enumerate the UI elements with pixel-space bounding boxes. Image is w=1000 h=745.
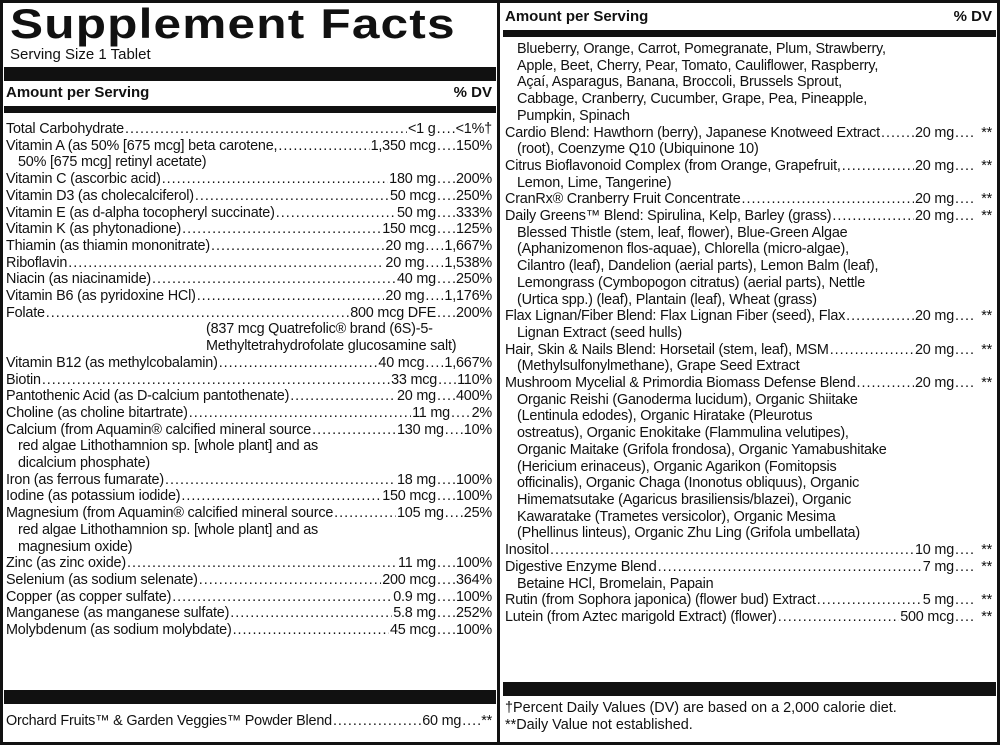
dot-leader bbox=[333, 713, 421, 730]
nutrient-row bbox=[6, 405, 492, 422]
nutrient-amount: 10 mg bbox=[915, 542, 954, 559]
nutrient-amount: <1 g bbox=[407, 121, 436, 137]
continuation-line: ostreatus), Organic Enokitake (Flammulina velutipes), bbox=[517, 425, 849, 442]
nutrient-row bbox=[6, 372, 492, 389]
nutrient-amount: 60 mg bbox=[422, 713, 462, 729]
nutrient-row bbox=[6, 288, 492, 305]
dot-leader bbox=[438, 372, 456, 389]
dot-leader bbox=[437, 388, 455, 405]
dot-leader bbox=[195, 188, 389, 205]
nutrient-row bbox=[505, 375, 992, 392]
nutrient-name: Copper (as copper sulfate) bbox=[6, 588, 172, 605]
continuation-line: Blessed Thistle (stem, leaf, flower), Blue-Green Algae bbox=[517, 224, 848, 241]
nutrient-amount: 20 mg bbox=[915, 124, 954, 141]
dot-leader bbox=[425, 238, 443, 255]
nutrient-name: Vitamin K (as phytonadione) bbox=[6, 221, 182, 238]
nutrient-name: Selenium (as sodium selenate) bbox=[6, 571, 198, 588]
nutrient-amount: 20 mg bbox=[385, 237, 425, 254]
footnote: †Percent Daily Values (DV) are based on a 2,000 calorie diet. bbox=[505, 700, 897, 716]
nutrient-row bbox=[6, 555, 492, 572]
dot-leader bbox=[742, 191, 914, 208]
nutrient-amount: 105 mg bbox=[396, 505, 444, 522]
nutrient-name: Riboflavin bbox=[6, 254, 68, 271]
dot-leader bbox=[290, 388, 396, 405]
dot-leader bbox=[955, 191, 973, 208]
nutrient-row bbox=[6, 221, 492, 238]
nutrient-amount: 180 mg bbox=[389, 171, 436, 188]
nutrient-dv: 100% bbox=[455, 622, 492, 639]
nutrient-name: Iodine (as potassium iodide) bbox=[6, 488, 181, 505]
nutrient-amount: 11 mg bbox=[412, 404, 450, 421]
serving-size: Serving Size 1 Tablet bbox=[10, 46, 151, 63]
dot-leader bbox=[817, 592, 922, 609]
nutrient-name: Daily Greens™ Blend: Spirulina, Kelp, Barley (grass) bbox=[505, 208, 832, 225]
nutrient-dv: ** bbox=[981, 308, 992, 325]
nutrient-row bbox=[6, 255, 492, 272]
nutrient-name: Digestive Enzyme Blend bbox=[505, 558, 657, 575]
dot-leader bbox=[550, 542, 914, 559]
continuation-line: Organic Maitake (Grifola frondosa), Organic Yamabushitake bbox=[517, 441, 887, 458]
dot-leader bbox=[199, 572, 381, 589]
nutrient-dv: 100% bbox=[455, 488, 492, 505]
dot-leader bbox=[437, 121, 455, 138]
dot-leader bbox=[276, 205, 396, 222]
dot-leader bbox=[46, 305, 349, 322]
dot-leader bbox=[437, 138, 455, 155]
dot-leader bbox=[778, 609, 900, 626]
continuation-line: Cabbage, Cranberry, Cucumber, Grape, Pea, Pineapple, bbox=[517, 91, 868, 108]
continuation-line: Açaí, Asparagus, Banana, Broccoli, Brussels Sprout, bbox=[517, 74, 842, 91]
nutrient-amount: 20 mg bbox=[915, 308, 954, 325]
nutrient-dv: ** bbox=[981, 124, 992, 141]
nutrient-row bbox=[6, 271, 492, 288]
medium-rule-right bbox=[503, 30, 996, 37]
nutrient-dv: 200% bbox=[455, 171, 492, 188]
panel-title: Supplement Facts bbox=[10, 0, 456, 47]
nutrient-amount: 1,350 mcg bbox=[370, 137, 436, 154]
dot-leader bbox=[219, 355, 378, 372]
continuation-line: dicalcium phosphate) bbox=[18, 455, 150, 472]
dot-leader bbox=[437, 555, 455, 572]
nutrient-row bbox=[505, 542, 992, 559]
dot-leader bbox=[857, 375, 914, 392]
nutrient-amount: 5.8 mg bbox=[393, 605, 436, 622]
nutrient-amount: 20 mg bbox=[915, 341, 954, 358]
amount-header-label-right: Amount per Serving bbox=[505, 8, 649, 25]
dot-leader bbox=[197, 288, 385, 305]
nutrient-amount: 11 mg bbox=[398, 555, 436, 572]
continuation-line: red algae Lithothamnion sp. [whole plant] and as bbox=[18, 521, 319, 538]
nutrient-row bbox=[505, 191, 992, 208]
nutrient-amount: 18 mg bbox=[396, 471, 436, 488]
dot-leader bbox=[451, 405, 469, 422]
nutrient-dv: 250% bbox=[455, 187, 492, 204]
continuation-line: Pumpkin, Spinach bbox=[517, 107, 630, 124]
nutrient-dv: ** bbox=[981, 592, 992, 609]
nutrient-dv: 250% bbox=[455, 271, 492, 288]
nutrient-amount: 0.9 mg bbox=[393, 588, 436, 605]
nutrient-dv: 333% bbox=[455, 204, 492, 221]
nutrient-dv: 1,538% bbox=[444, 254, 492, 271]
powder-blend-row bbox=[6, 713, 492, 730]
dot-leader bbox=[830, 342, 914, 359]
nutrient-name: Thiamin (as thiamin mononitrate) bbox=[6, 237, 210, 254]
right-column bbox=[503, 0, 996, 745]
dot-leader bbox=[437, 171, 455, 188]
dot-leader bbox=[658, 559, 922, 576]
nutrient-dv: 1,667% bbox=[444, 237, 492, 254]
dv-header-label-right: % DV bbox=[953, 8, 992, 25]
nutrient-dv: ** bbox=[981, 208, 992, 225]
dot-leader bbox=[181, 488, 381, 505]
nutrient-name: Pantothenic Acid (as D-calcium pantothenate) bbox=[6, 388, 290, 405]
nutrient-name: Choline (as choline bitartrate) bbox=[6, 404, 188, 421]
nutrient-name: Molybdenum (as sodium molybdate) bbox=[6, 622, 232, 639]
nutrient-amount: 130 mg bbox=[396, 421, 444, 438]
amount-header-label: Amount per Serving bbox=[6, 84, 150, 101]
continuation-line: (Lentinula edodes), Organic Hiratake (Pleurotus bbox=[517, 408, 813, 425]
dot-leader bbox=[437, 205, 455, 222]
nutrient-dv: ** bbox=[981, 608, 992, 625]
continuation-line: (Hericium erinaceus), Organic Agarikon (Fomitopsis bbox=[517, 458, 837, 475]
nutrient-row bbox=[6, 305, 492, 322]
nutrient-dv: ** bbox=[981, 558, 992, 575]
continuation-line: Betaine HCl, Bromelain, Papain bbox=[517, 575, 714, 592]
nutrient-name: Calcium (from Aquamin® calcified mineral source bbox=[6, 421, 312, 438]
nutrient-amount: 200 mcg bbox=[382, 571, 436, 588]
continuation-line: Lemongrass (Cymbopogon citratus) (aerial parts), Nettle bbox=[517, 274, 866, 291]
dot-leader bbox=[445, 422, 463, 439]
dot-leader bbox=[165, 472, 396, 489]
nutrient-amount: 40 mg bbox=[396, 271, 436, 288]
dot-leader bbox=[172, 589, 392, 606]
dot-leader bbox=[462, 713, 480, 730]
continuation-line: Apple, Beet, Cherry, Pear, Tomato, Cauliflower, Raspberry, bbox=[517, 57, 879, 74]
right-blend-rows bbox=[505, 41, 992, 626]
nutrient-name: Hair, Skin & Nails Blend: Horsetail (stem, leaf), MSM bbox=[505, 341, 829, 358]
dot-leader bbox=[846, 308, 914, 325]
nutrient-dv: 10% bbox=[463, 421, 492, 438]
dot-leader bbox=[127, 555, 397, 572]
nutrient-amount: 45 mcg bbox=[389, 622, 436, 639]
dot-leader bbox=[437, 221, 455, 238]
nutrient-row bbox=[6, 622, 492, 639]
nutrient-dv: 200% bbox=[455, 304, 492, 321]
continuation-line: Lemon, Lime, Tangerine) bbox=[517, 174, 672, 191]
nutrient-name: Orchard Fruits™ & Garden Veggies™ Powder Blend bbox=[6, 713, 332, 729]
dot-leader bbox=[437, 572, 455, 589]
nutrient-name: Iron (as ferrous fumarate) bbox=[6, 471, 164, 488]
dot-leader bbox=[955, 342, 973, 359]
nutrient-row bbox=[505, 609, 992, 626]
nutrient-amount: 40 mcg bbox=[378, 354, 425, 371]
dot-leader bbox=[437, 605, 455, 622]
nutrient-amount: 33 mcg bbox=[391, 371, 438, 388]
nutrient-row bbox=[6, 605, 492, 622]
dot-leader bbox=[42, 372, 390, 389]
nutrient-dv: ** bbox=[981, 157, 992, 174]
dot-leader bbox=[437, 589, 455, 606]
nutrient-dv: ** bbox=[981, 542, 992, 559]
dot-leader bbox=[955, 308, 973, 325]
nutrient-dv: 1,176% bbox=[444, 288, 492, 305]
dot-leader bbox=[425, 288, 443, 305]
nutrient-row bbox=[505, 308, 992, 325]
dot-leader bbox=[955, 559, 973, 576]
nutrient-row bbox=[505, 125, 992, 142]
nutrient-name: Lutein (from Aztec marigold Extract) (flower) bbox=[505, 608, 777, 625]
dot-leader bbox=[211, 238, 384, 255]
nutrient-dv: 110% bbox=[457, 371, 492, 388]
dot-leader bbox=[437, 188, 455, 205]
nutrient-amount: 20 mg bbox=[385, 288, 425, 305]
nutrient-name: Biotin bbox=[6, 371, 41, 388]
thick-rule bbox=[4, 67, 496, 81]
continuation-line: (Methylsulfonylmethane), Grape Seed Extract bbox=[517, 358, 800, 375]
nutrient-name: Total Carbohydrate bbox=[6, 121, 124, 137]
dot-leader bbox=[437, 622, 455, 639]
nutrient-row bbox=[6, 238, 492, 255]
nutrient-dv: 100% bbox=[455, 555, 492, 572]
nutrient-dv: 2% bbox=[471, 404, 492, 421]
nutrient-dv: ** bbox=[981, 191, 992, 208]
nutrient-row bbox=[6, 188, 492, 205]
nutrient-name: Niacin (as niacinamide) bbox=[6, 271, 151, 288]
continuation-line: (Urtica spp.) (leaf), Plantain (leaf), Wheat (grass) bbox=[517, 291, 817, 308]
nutrient-amount: 7 mg bbox=[922, 558, 954, 575]
nutrient-name: Rutin (from Sophora japonica) (flower bud) Extract bbox=[505, 592, 816, 609]
medium-rule bbox=[4, 106, 496, 113]
thick-rule-right-bottom bbox=[503, 682, 996, 696]
nutrient-row bbox=[505, 342, 992, 359]
nutrient-row bbox=[6, 422, 492, 439]
nutrient-amount: 5 mg bbox=[922, 592, 954, 609]
dot-leader bbox=[437, 472, 455, 489]
nutrient-row bbox=[505, 592, 992, 609]
nutrient-row bbox=[6, 589, 492, 606]
left-nutrient-rows bbox=[6, 121, 492, 639]
nutrient-amount: 50 mcg bbox=[389, 187, 436, 204]
nutrient-amount: 20 mg bbox=[915, 208, 954, 225]
nutrient-dv: 100% bbox=[455, 588, 492, 605]
dot-leader bbox=[125, 121, 407, 138]
amount-header bbox=[6, 84, 492, 104]
nutrient-row bbox=[6, 488, 492, 505]
continuation-line: magnesium oxide) bbox=[18, 538, 133, 555]
left-column bbox=[4, 0, 496, 745]
dot-leader bbox=[233, 622, 389, 639]
dot-leader bbox=[68, 255, 384, 272]
nutrient-name: Vitamin B6 (as pyridoxine HCl) bbox=[6, 288, 196, 305]
nutrient-row bbox=[6, 355, 492, 372]
dot-leader bbox=[425, 355, 443, 372]
continuation-line: (root), Coenzyme Q10 (Ubiquinone 10) bbox=[517, 141, 759, 158]
nutrient-dv: <1%† bbox=[455, 121, 492, 137]
nutrient-dv: 252% bbox=[455, 605, 492, 622]
nutrient-row bbox=[6, 388, 492, 405]
nutrient-name: Flax Lignan/Fiber Blend: Flax Lignan Fiber (seed), Flax bbox=[505, 308, 846, 325]
nutrient-name: Inositol bbox=[505, 542, 549, 559]
nutrient-name: Folate bbox=[6, 304, 45, 321]
dot-leader bbox=[832, 208, 914, 225]
nutrient-name: Vitamin A (as 50% [675 mcg] beta carotene, bbox=[6, 137, 278, 154]
nutrient-dv: 100% bbox=[455, 471, 492, 488]
dv-header-label: % DV bbox=[453, 84, 492, 101]
nutrient-dv: ** bbox=[981, 341, 992, 358]
dot-leader bbox=[955, 592, 973, 609]
nutrient-dv: 125% bbox=[455, 221, 492, 238]
continuation-line: Organic Reishi (Ganoderma lucidum), Organic Shiitake bbox=[517, 391, 858, 408]
dot-leader bbox=[189, 405, 411, 422]
dot-leader bbox=[182, 221, 381, 238]
continuation-line: 50% [675 mcg] retinyl acetate) bbox=[18, 154, 207, 171]
nutrient-amount: 500 mcg bbox=[900, 608, 954, 625]
nutrient-amount: 20 mg bbox=[385, 254, 425, 271]
dot-leader bbox=[445, 505, 463, 522]
continuation-line: Lignan Extract (seed hulls) bbox=[517, 324, 682, 341]
continuation-line: Methyltetrahydrofolate glucosamine salt) bbox=[206, 338, 457, 355]
nutrient-dv: 364% bbox=[455, 571, 492, 588]
nutrient-name: Vitamin E (as d-alpha tocopheryl succinate) bbox=[6, 204, 275, 221]
dot-leader bbox=[955, 125, 973, 142]
dot-leader bbox=[955, 158, 973, 175]
nutrient-row bbox=[6, 121, 492, 138]
left-footer-rows bbox=[6, 713, 492, 730]
nutrient-amount: 150 mcg bbox=[382, 221, 436, 238]
nutrient-row bbox=[6, 171, 492, 188]
nutrient-name: Vitamin B12 (as methylcobalamin) bbox=[6, 354, 218, 371]
column-divider bbox=[497, 0, 500, 745]
nutrient-name: Vitamin C (ascorbic acid) bbox=[6, 171, 161, 188]
dot-leader bbox=[437, 305, 455, 322]
nutrient-row bbox=[6, 472, 492, 489]
dot-leader bbox=[955, 208, 973, 225]
dot-leader bbox=[955, 542, 973, 559]
nutrient-row bbox=[505, 208, 992, 225]
footnotes bbox=[505, 700, 992, 733]
nutrient-name: Citrus Bioflavonoid Complex (from Orange, Grapefruit, bbox=[505, 157, 841, 174]
dot-leader bbox=[437, 488, 455, 505]
dot-leader bbox=[312, 422, 396, 439]
continuation-line: Kawaratake (Trametes versicolor), Organic Mesima bbox=[517, 508, 836, 525]
continuation-line: officinalis), Organic Chaga (Inonotus obliquus), Organic bbox=[517, 475, 860, 492]
nutrient-name: Mushroom Mycelial & Primordia Biomass Defense Blend bbox=[505, 375, 856, 392]
continuation-line: (Phellinus linteus), Organic Zhu Ling (Grifola umbellata) bbox=[517, 525, 860, 542]
nutrient-amount: 20 mg bbox=[915, 375, 954, 392]
thick-rule-bottom bbox=[4, 690, 496, 704]
nutrient-row bbox=[6, 572, 492, 589]
dot-leader bbox=[162, 171, 388, 188]
nutrient-name: Magnesium (from Aquamin® calcified mineral source bbox=[6, 505, 334, 522]
dot-leader bbox=[955, 609, 973, 626]
dot-leader bbox=[230, 605, 392, 622]
nutrient-amount: 150 mcg bbox=[382, 488, 436, 505]
dot-leader bbox=[842, 158, 914, 175]
nutrient-amount: 50 mg bbox=[396, 204, 436, 221]
nutrient-dv: 400% bbox=[455, 388, 492, 405]
nutrient-amount: 20 mg bbox=[915, 191, 954, 208]
nutrient-dv: 1,667% bbox=[444, 354, 492, 371]
dot-leader bbox=[334, 505, 396, 522]
continuation-line: (Aphanizomenon flos-aquae), Chlorella (micro-algae), bbox=[517, 241, 849, 258]
nutrient-name: Cardio Blend: Hawthorn (berry), Japanese Knotweed Extract bbox=[505, 124, 880, 141]
nutrient-row bbox=[505, 559, 992, 576]
nutrient-dv: 150% bbox=[455, 137, 492, 154]
continuation-line: red algae Lithothamnion sp. [whole plant] and as bbox=[18, 438, 319, 455]
dot-leader bbox=[425, 255, 443, 272]
continuation-line: (837 mcg Quatrefolic® brand (6S)-5- bbox=[206, 321, 433, 338]
continuation-line: Blueberry, Orange, Carrot, Pomegranate, Plum, Strawberry, bbox=[517, 41, 886, 57]
nutrient-row bbox=[6, 205, 492, 222]
nutrient-dv: 25% bbox=[463, 505, 492, 522]
dot-leader bbox=[955, 375, 973, 392]
nutrient-amount: 20 mg bbox=[396, 388, 436, 405]
amount-header-right bbox=[505, 8, 992, 28]
nutrient-row bbox=[505, 158, 992, 175]
footnote: **Daily Value not established. bbox=[505, 716, 693, 733]
nutrient-row bbox=[6, 138, 492, 155]
nutrient-name: Zinc (as zinc oxide) bbox=[6, 555, 126, 572]
nutrient-name: Vitamin D3 (as cholecalciferol) bbox=[6, 187, 194, 204]
nutrient-row bbox=[6, 505, 492, 522]
nutrient-name: CranRx® Cranberry Fruit Concentrate bbox=[505, 191, 741, 208]
nutrient-amount: 20 mg bbox=[915, 157, 954, 174]
nutrient-dv: ** bbox=[481, 713, 492, 729]
nutrient-name: Manganese (as manganese sulfate) bbox=[6, 605, 230, 622]
dot-leader bbox=[278, 138, 369, 155]
nutrient-amount: 800 mcg DFE bbox=[350, 304, 436, 321]
dot-leader bbox=[437, 271, 455, 288]
nutrient-dv: ** bbox=[981, 375, 992, 392]
continuation-line: Himematsutake (Agaricus brasiliensis/blazei), Organic bbox=[517, 491, 852, 508]
continuation-line: Cilantro (leaf), Dandelion (aerial parts), Lemon Balm (leaf), bbox=[517, 258, 879, 275]
dot-leader bbox=[152, 271, 396, 288]
dot-leader bbox=[881, 125, 914, 142]
